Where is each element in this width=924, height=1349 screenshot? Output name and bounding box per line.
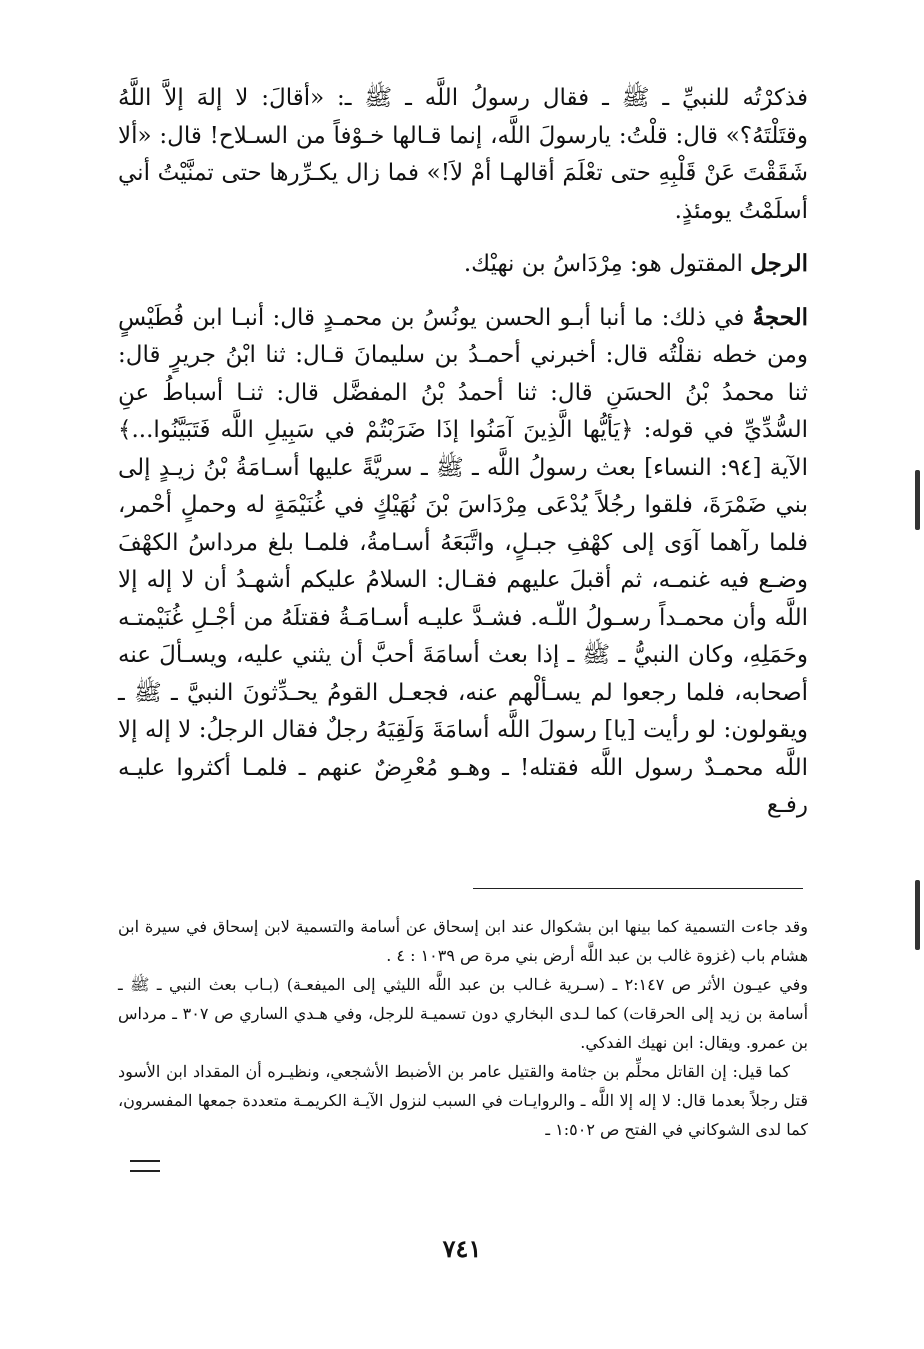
lead-word-evidence: الحجةُ [752, 303, 808, 331]
footnotes [118, 912, 808, 1144]
footnote-1: وقد جاءت التسمية كما بينها ابن بشكوال عند ابن إسحاق عن أسامة والتسمية لابن إسحاق في سيرة ابن هشام باب (غزوة غالب بن عبد اللَّه أرض بني مرة ص ١٠٣٩ : ٤ . [118, 917, 808, 965]
paragraph-evidence [118, 299, 808, 825]
lead-word-man: الرجل [750, 250, 808, 277]
paragraph-killed-man [118, 245, 808, 284]
paragraph-evidence-text: في ذلك: ما أنبا أبـو الحسن يونُسُ بن محمـدٍ قال: أنبـا ابن فُطَيْسٍ ومن خطه نقلْتُه قال: أخبرني أحمـدُ بن سليمانَ قـال: ثنا ابْنُ جريرٍ قال: ثنا محمدُ بْنُ الحسَنِ قال: ثنا أحمدُ بْنُ المفضَّل قال: ثنـا أسباطُ عنِ السُّدِّيِّ في قوله: ﴿يَأيُّها الَّذِينَ آمَنُوا إذَا ضَرَبْتُمْ في سَبِيلِ اللَّه فَتَبَيَّنُوا...﴾ الآية [٩٤: النساء] بعث رسولُ اللَّه ـ ﷺ ـ سريَّةً عليها أسـامَةُ بْنُ زيـدٍ إلى بني ضَمْرَةَ، فلقوا رجُلاً يُدْعَى مِرْدَاسَ بْنَ نُهَيْكٍ في غُنَيْمَةٍ له وحملٍ أحْمر، فلما رآهما آوَى إلى كهْفِ جبـلٍ، واتَّبَعَهُ أسـامةُ، فلمـا بلغ مرداسُ الكهْفَ وضـع فيه غنمـه، ثم أقبلَ عليهم فقـال: السلامُ عليكم أشهـدُ أن لا إله إلا اللَّه وأن محمـداً رسـولُ اللّـه. فشـدَّ عليـه أسـامَـةُ فقتلَهُ من أجْـلِ غُنَيْمتـه وحَمَلِهِ، وكان النبيُّ ـ ﷺ ـ إذا بعث أسامَةَ أحبَّ أن يثني عليه، ويسـألَ عنه أصحابه، فلما رجعوا لم يسـألْهم عنه، فجعـل القومُ يحـدِّثونَ النبيَّ ـ ﷺ ـ ويقولون: لو رأيت [يا] رسولَ اللَّه أسامَةَ وَلَقِيَهُ رجلٌ فقال الرجلُ: لا إله إلا اللَّه محمـدٌ رسول اللَّه فقتله! ـ وهـو مُعْرِضٌ عنهم ـ فلمـا أكثروا عليـه رفـع [118, 304, 808, 818]
paragraph-hadith: فذكرْتُه للنبيِّ ـ ﷺ ـ فقال رسولُ اللَّه ـ ﷺ ـ: «أقالَ: لا إلهَ إلاَّ اللَّهُ وقتَلْتَهُ؟» قال: قلْتُ: يارسولَ اللَّه، إنما قـالها خـوْفاً من السـلاح! قال: «ألا شَقَقْتَ عَنْ قَلْبِهِ حتى تعْلَمَ أقالهـا أمْ لاَ!» فما زال يكـرِّرها حتى تمنَّيْتُ أني أسلَمْتُ يومئذٍ. [118, 85, 808, 224]
page-number: ٧٤١ [442, 1234, 482, 1263]
paragraph-killed-man-text: المقتول هو: مِرْدَاسُ بن نهيْك. [463, 251, 751, 277]
scan-edge-mark [915, 470, 920, 530]
footnote-2: وفي عيـون الأثر ص ٢:١٤٧ ـ (سـرية غـالب بن عبد اللَّه الليثي إلى الميفعـة) (بـاب بعث النبي ـ ﷺ ـ أسامة بن زيد إلى الحرقات) كما لـدى البخاري دون تسميـة للرجل، وفي هـدي الساري ص ٣٠٧ ـ مرداس بن عمرو. ويقال: ابن نهيك الفدكي. [118, 975, 809, 1052]
footnote-divider [473, 888, 803, 889]
footnote-3: كما قيل: إن القاتل محلِّم بن جثامة والقتيل عامر بن الأضبط الأشجعي، ونظيـره أن المقداد ابن الأسود قتل رجلاً بعدما قال: لا إله إلا اللَّه ـ والروايـات في السبب لنزول الآيـة الكريمـة متعددة جمعها المفسرون، كما لدى الشوكاني في الفتح ص ١:٥٠٢ ـ [118, 1062, 808, 1139]
margin-equals-mark [130, 1160, 160, 1172]
scan-edge-mark [915, 880, 920, 950]
main-text [118, 80, 808, 825]
